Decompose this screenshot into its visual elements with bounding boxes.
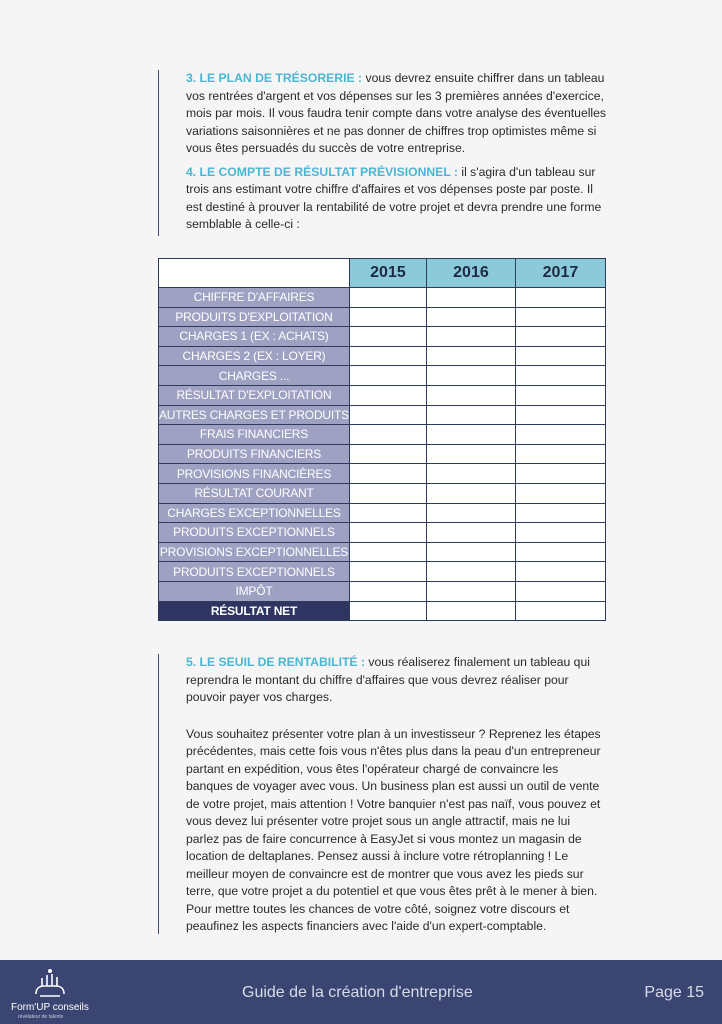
- value-cell[interactable]: [349, 327, 426, 347]
- table-row: [159, 425, 606, 445]
- row-label: AUTRES CHARGES ET PRODUITS: [159, 405, 350, 425]
- section-divider-bar-top: [158, 70, 159, 236]
- value-cell[interactable]: [426, 425, 515, 445]
- year-header: 2017: [515, 259, 605, 288]
- value-cell[interactable]: [349, 288, 426, 308]
- table-row: [159, 366, 606, 386]
- text-block-seuil: [186, 654, 606, 942]
- table-row: [159, 327, 606, 347]
- table-header-row: [159, 259, 606, 288]
- row-label: IMPÔT: [159, 581, 350, 601]
- value-cell[interactable]: [515, 405, 605, 425]
- row-label: PRODUITS EXCEPTIONNELS: [159, 562, 350, 582]
- text-block-plans: [186, 70, 606, 240]
- section-text: vous devrez ensuite chiffrer dans un tableau vos rentrées d'argent et vos dépenses sur les 3 premières années d'exercice, mois par mois. Il vous faudra tenir compte dans votre analyse des éventuelles variations saisonnières et ne pas donner de chiffres trop optimistes même si vous êtes persuadés du succès de votre entreprise.: [186, 71, 607, 155]
- value-cell[interactable]: [426, 542, 515, 562]
- table-row: [159, 385, 606, 405]
- row-label: CHIFFRE D'AFFAIRES: [159, 288, 350, 308]
- value-cell[interactable]: [515, 346, 605, 366]
- table-row: [159, 562, 606, 582]
- value-cell[interactable]: [426, 562, 515, 582]
- formup-logo: [8, 968, 88, 1020]
- value-cell[interactable]: [349, 581, 426, 601]
- value-cell[interactable]: [426, 503, 515, 523]
- value-cell[interactable]: [349, 503, 426, 523]
- table-row: [159, 503, 606, 523]
- row-label: CHARGES 1 (EX : ACHATS): [159, 327, 350, 347]
- value-cell[interactable]: [426, 444, 515, 464]
- value-cell[interactable]: [515, 425, 605, 445]
- value-cell[interactable]: [426, 483, 515, 503]
- row-label: RÉSULTAT COURANT: [159, 483, 350, 503]
- table-row: [159, 523, 606, 543]
- table-corner-cell: [159, 259, 350, 288]
- value-cell[interactable]: [515, 523, 605, 543]
- value-cell[interactable]: [426, 366, 515, 386]
- value-cell[interactable]: [515, 562, 605, 582]
- value-cell[interactable]: [515, 366, 605, 386]
- row-label: PRODUITS D'EXPLOITATION: [159, 307, 350, 327]
- row-label: CHARGES EXCEPTIONNELLES: [159, 503, 350, 523]
- value-cell[interactable]: [426, 307, 515, 327]
- footer-tagline: révélateur de talents: [18, 1014, 64, 1020]
- table-row: [159, 483, 606, 503]
- hand-flame-icon: [30, 968, 70, 1002]
- table-row: [159, 444, 606, 464]
- value-cell[interactable]: [349, 523, 426, 543]
- investor-paragraph: Vous souhaitez présenter votre plan à un investisseur ? Reprenez les étapes précédentes, mais cette fois vous n'êtes plus dans la peau d'un entrepreneur partant en expédition, vous êtes l'opérateur chargé de convaincre les banques de voyager avec vous. Un business plan est aussi un outil de vente de votre projet, mais attention ! Votre banquier n'est pas naïf, vous pouvez et vous devez lui présenter votre projet sous un angle attractif, mais ne lui parlez pas de faire concurrence à EasyJet si vous montez un magasin de location de deltaplanes. Pensez aussi à inclure votre rétroplanning ! Le meilleur moyen de convaincre est de montrer que vous avez les pieds sur terre, que votre projet a du potentiel et que vous êtes prêt à le mener à bien. Pour mettre toutes les chances de votre côté, soignez votre discours et peaufinez les aspects financiers avec l'aide d'un expert-comptable.: [186, 726, 601, 933]
- page-footer: [0, 960, 722, 1024]
- row-label: CHARGES ...: [159, 366, 350, 386]
- table-row: [159, 307, 606, 327]
- value-cell[interactable]: [515, 464, 605, 484]
- row-label-total: RÉSULTAT NET: [159, 601, 350, 621]
- table-row: [159, 346, 606, 366]
- section-seuil: [186, 654, 606, 707]
- value-cell[interactable]: [349, 444, 426, 464]
- table-total-row: [159, 601, 606, 621]
- value-cell[interactable]: [515, 385, 605, 405]
- value-cell[interactable]: [515, 307, 605, 327]
- value-cell[interactable]: [515, 327, 605, 347]
- year-header: 2016: [426, 259, 515, 288]
- value-cell[interactable]: [349, 601, 426, 621]
- section-divider-bar-bottom: [158, 654, 159, 934]
- table-row: [159, 581, 606, 601]
- value-cell[interactable]: [515, 601, 605, 621]
- value-cell[interactable]: [515, 444, 605, 464]
- value-cell[interactable]: [515, 542, 605, 562]
- table-row: [159, 464, 606, 484]
- table-row: [159, 542, 606, 562]
- value-cell[interactable]: [426, 327, 515, 347]
- value-cell[interactable]: [349, 562, 426, 582]
- page-number: Page 15: [644, 984, 704, 1001]
- value-cell[interactable]: [426, 405, 515, 425]
- value-cell[interactable]: [426, 385, 515, 405]
- section-heading: 3. LE PLAN DE TRÉSORERIE :: [186, 71, 363, 85]
- row-label: FRAIS FINANCIERS: [159, 425, 350, 445]
- value-cell[interactable]: [349, 405, 426, 425]
- value-cell[interactable]: [515, 483, 605, 503]
- value-cell[interactable]: [349, 307, 426, 327]
- section-compte-resultat: [186, 164, 606, 234]
- footer-brand: Form'UP conseils: [11, 1002, 89, 1013]
- table-row: [159, 405, 606, 425]
- row-label: RÉSULTAT D'EXPLOITATION: [159, 385, 350, 405]
- row-label: PROVISIONS FINANCIÈRES: [159, 464, 350, 484]
- value-cell[interactable]: [426, 601, 515, 621]
- section-heading: 4. LE COMPTE DE RÉSULTAT PRÉVISIONNEL :: [186, 164, 458, 179]
- value-cell[interactable]: [349, 385, 426, 405]
- row-label: PROVISIONS EXCEPTIONNELLES: [159, 542, 350, 562]
- value-cell[interactable]: [515, 288, 605, 308]
- table-body: [159, 288, 606, 621]
- row-label: PRODUITS FINANCIERS: [159, 444, 350, 464]
- footer-title: Guide de la création d'entreprise: [242, 984, 473, 1001]
- table-row: [159, 288, 606, 308]
- value-cell[interactable]: [515, 503, 605, 523]
- value-cell[interactable]: [426, 464, 515, 484]
- section-text: vous réaliserez finalement un tableau qui reprendra le montant du chiffre d'affaires que vous devrez réaliser pour pouvoir payer vos charges.: [186, 655, 590, 704]
- row-label: PRODUITS EXCEPTIONNELS: [159, 523, 350, 543]
- value-cell[interactable]: [426, 288, 515, 308]
- value-cell[interactable]: [349, 366, 426, 386]
- row-label: CHARGES 2 (EX : LOYER): [159, 346, 350, 366]
- value-cell[interactable]: [426, 346, 515, 366]
- section-text: il s'agira d'un tableau sur trois ans estimant votre chiffre d'affaires et vos dépenses poste par poste. Il est destiné à prouver la rentabilité de votre projet et devra prendre une forme semblable à celle-ci :: [186, 164, 602, 231]
- value-cell[interactable]: [515, 581, 605, 601]
- year-header: 2015: [349, 259, 426, 288]
- value-cell[interactable]: [426, 523, 515, 543]
- section-heading: 5. LE SEUIL DE RENTABILITÉ :: [186, 655, 365, 669]
- value-cell[interactable]: [349, 464, 426, 484]
- value-cell[interactable]: [349, 425, 426, 445]
- section-tresorerie: [186, 70, 606, 158]
- compte-resultat-table: [158, 258, 606, 621]
- value-cell[interactable]: [426, 581, 515, 601]
- value-cell[interactable]: [349, 542, 426, 562]
- value-cell[interactable]: [349, 483, 426, 503]
- value-cell[interactable]: [349, 346, 426, 366]
